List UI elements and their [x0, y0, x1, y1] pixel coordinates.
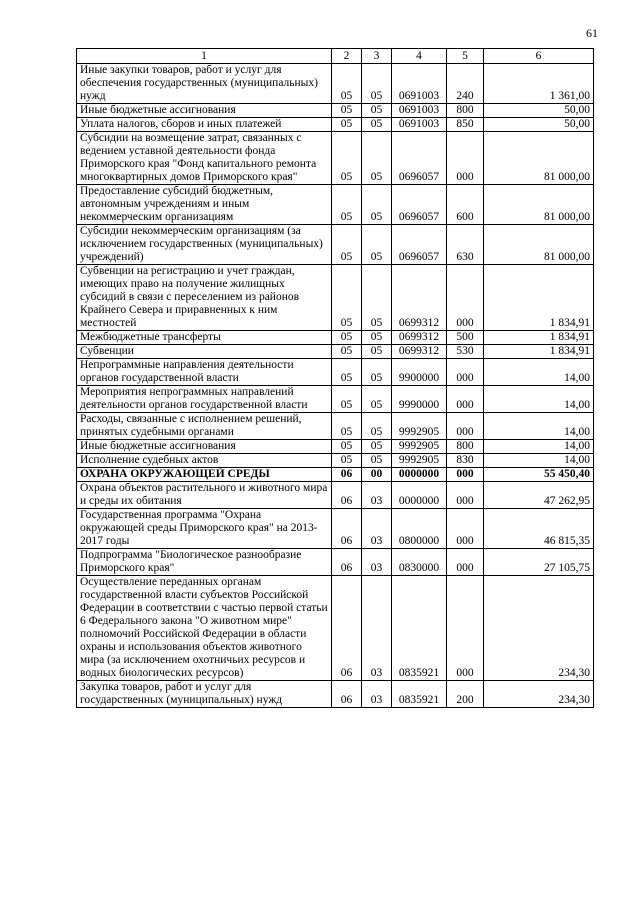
row-code-cell: 05 — [332, 118, 362, 132]
table-row — [77, 576, 594, 681]
row-amount-cell: 50,00 — [484, 104, 594, 118]
row-code-cell: 05 — [362, 265, 392, 331]
row-code-cell: 0699312 — [392, 345, 447, 359]
row-amount-cell: 1 361,00 — [484, 64, 594, 104]
row-name-cell: ОХРАНА ОКРУЖАЮЩЕЙ СРЕДЫ — [77, 468, 332, 482]
row-code-cell: 630 — [447, 225, 484, 265]
row-code-cell: 06 — [332, 576, 362, 681]
row-code-cell: 9992905 — [392, 440, 447, 454]
header-cell: 4 — [392, 49, 447, 64]
row-code-cell: 800 — [447, 440, 484, 454]
row-code-cell: 05 — [362, 104, 392, 118]
table-row — [77, 482, 594, 509]
row-code-cell: 03 — [362, 681, 392, 708]
row-name-cell: Закупка товаров, работ и услуг для государственных (муниципальных) нужд — [77, 681, 332, 708]
row-code-cell: 000 — [447, 509, 484, 549]
row-code-cell: 000 — [447, 386, 484, 413]
row-code-cell: 03 — [362, 509, 392, 549]
row-code-cell: 000 — [447, 132, 484, 185]
row-code-cell: 05 — [332, 132, 362, 185]
row-code-cell: 05 — [332, 359, 362, 386]
row-name-cell: Осуществление переданных органам государственной власти субъектов Российской Федерации в соответствии с частью первой статьи 6 Федерального закона "О животном мире" полномочий Российской Федерации в области охраны и использования объектов животного мира (за исключением охотничьих ресурсов и водных биологических ресурсов) — [77, 576, 332, 681]
row-code-cell: 05 — [362, 225, 392, 265]
row-amount-cell: 14,00 — [484, 386, 594, 413]
row-code-cell: 0696057 — [392, 132, 447, 185]
row-code-cell: 05 — [332, 104, 362, 118]
row-code-cell: 05 — [362, 359, 392, 386]
row-code-cell: 05 — [332, 331, 362, 345]
table-body — [77, 64, 594, 708]
row-code-cell: 05 — [332, 345, 362, 359]
row-name-cell: Субвенции — [77, 345, 332, 359]
row-code-cell: 03 — [362, 576, 392, 681]
row-code-cell: 06 — [332, 482, 362, 509]
row-code-cell: 05 — [332, 64, 362, 104]
row-code-cell: 05 — [332, 386, 362, 413]
row-code-cell: 05 — [362, 440, 392, 454]
page-number: 61 — [586, 26, 598, 40]
row-amount-cell: 81 000,00 — [484, 132, 594, 185]
row-code-cell: 05 — [362, 386, 392, 413]
row-code-cell: 05 — [362, 454, 392, 468]
table-row — [77, 265, 594, 331]
row-code-cell: 000 — [447, 265, 484, 331]
row-amount-cell: 14,00 — [484, 440, 594, 454]
row-code-cell: 05 — [362, 345, 392, 359]
row-code-cell: 06 — [332, 509, 362, 549]
header-cell: 3 — [362, 49, 392, 64]
row-code-cell: 06 — [332, 468, 362, 482]
table-row — [77, 345, 594, 359]
row-code-cell: 000 — [447, 359, 484, 386]
row-amount-cell: 14,00 — [484, 413, 594, 440]
row-code-cell: 0696057 — [392, 225, 447, 265]
row-amount-cell: 47 262,95 — [484, 482, 594, 509]
row-code-cell: 0000000 — [392, 482, 447, 509]
row-code-cell: 05 — [362, 185, 392, 225]
row-code-cell: 0699312 — [392, 331, 447, 345]
table-row — [77, 509, 594, 549]
row-amount-cell: 46 815,35 — [484, 509, 594, 549]
row-code-cell: 05 — [362, 132, 392, 185]
row-code-cell: 0830000 — [392, 549, 447, 576]
row-code-cell: 0835921 — [392, 681, 447, 708]
table-row — [77, 331, 594, 345]
row-name-cell: Непрограммные направления деятельности органов государственной власти — [77, 359, 332, 386]
row-code-cell: 9900000 — [392, 359, 447, 386]
budget-table — [76, 48, 594, 708]
header-cell: 6 — [484, 49, 594, 64]
table-row — [77, 64, 594, 104]
row-code-cell: 0000000 — [392, 468, 447, 482]
row-code-cell: 000 — [447, 576, 484, 681]
row-name-cell: Подпрограмма "Биологическое разнообразие Приморского края" — [77, 549, 332, 576]
row-amount-cell: 81 000,00 — [484, 185, 594, 225]
header-cell: 1 — [77, 49, 332, 64]
row-code-cell: 05 — [332, 413, 362, 440]
row-name-cell: Государственная программа "Охрана окружающей среды Приморского края" на 2013-2017 годы — [77, 509, 332, 549]
row-name-cell: Охрана объектов растительного и животного мира и среды их обитания — [77, 482, 332, 509]
header-cell: 2 — [332, 49, 362, 64]
table-row — [77, 454, 594, 468]
table-row — [77, 359, 594, 386]
row-code-cell: 06 — [332, 549, 362, 576]
row-code-cell: 240 — [447, 64, 484, 104]
row-code-cell: 05 — [362, 64, 392, 104]
row-amount-cell: 234,30 — [484, 576, 594, 681]
row-code-cell: 000 — [447, 482, 484, 509]
row-amount-cell: 50,00 — [484, 118, 594, 132]
row-code-cell: 830 — [447, 454, 484, 468]
row-code-cell: 600 — [447, 185, 484, 225]
row-name-cell: Мероприятия непрограммных направлений деятельности органов государственной власти — [77, 386, 332, 413]
row-code-cell: 0800000 — [392, 509, 447, 549]
row-amount-cell: 1 834,91 — [484, 345, 594, 359]
row-code-cell: 000 — [447, 413, 484, 440]
row-amount-cell: 14,00 — [484, 454, 594, 468]
row-code-cell: 05 — [332, 265, 362, 331]
row-code-cell: 500 — [447, 331, 484, 345]
row-code-cell: 9992905 — [392, 454, 447, 468]
table-row — [77, 468, 594, 482]
row-code-cell: 03 — [362, 549, 392, 576]
row-code-cell: 05 — [332, 454, 362, 468]
row-code-cell: 200 — [447, 681, 484, 708]
row-code-cell: 0696057 — [392, 185, 447, 225]
table-row — [77, 132, 594, 185]
table-row — [77, 185, 594, 225]
table-row — [77, 681, 594, 708]
table-row — [77, 118, 594, 132]
row-code-cell: 9992905 — [392, 413, 447, 440]
row-code-cell: 05 — [332, 185, 362, 225]
row-code-cell: 530 — [447, 345, 484, 359]
row-name-cell: Уплата налогов, сборов и иных платежей — [77, 118, 332, 132]
row-amount-cell: 27 105,75 — [484, 549, 594, 576]
row-name-cell: Субсидии на возмещение затрат, связанных с ведением уставной деятельности фонда Приморского края "Фонд капитального ремонта многоквартирных домов Приморского края" — [77, 132, 332, 185]
row-code-cell: 05 — [332, 225, 362, 265]
header-cell: 5 — [447, 49, 484, 64]
row-amount-cell: 1 834,91 — [484, 265, 594, 331]
row-amount-cell: 234,30 — [484, 681, 594, 708]
row-code-cell: 0691003 — [392, 64, 447, 104]
row-code-cell: 0691003 — [392, 104, 447, 118]
row-name-cell: Межбюджетные трансферты — [77, 331, 332, 345]
row-amount-cell: 1 834,91 — [484, 331, 594, 345]
row-name-cell: Предоставление субсидий бюджетным, автономным учреждениям и иным некоммерческим организациям — [77, 185, 332, 225]
row-code-cell: 0699312 — [392, 265, 447, 331]
row-code-cell: 05 — [362, 331, 392, 345]
row-code-cell: 00 — [362, 468, 392, 482]
row-name-cell: Расходы, связанные с исполнением решений, принятых судебными органами — [77, 413, 332, 440]
row-amount-cell: 14,00 — [484, 359, 594, 386]
row-code-cell: 800 — [447, 104, 484, 118]
row-code-cell: 0691003 — [392, 118, 447, 132]
row-amount-cell: 55 450,40 — [484, 468, 594, 482]
table-row — [77, 386, 594, 413]
row-amount-cell: 81 000,00 — [484, 225, 594, 265]
row-code-cell: 03 — [362, 482, 392, 509]
row-name-cell: Иные бюджетные ассигнования — [77, 440, 332, 454]
row-name-cell: Иные закупки товаров, работ и услуг для обеспечения государственных (муниципальных) нужд — [77, 64, 332, 104]
row-code-cell: 9990000 — [392, 386, 447, 413]
row-name-cell: Субвенции на регистрацию и учет граждан, имеющих право на получение жилищных субсидий в связи с переселением из районов Крайнего Севера и приравненных к ним местностей — [77, 265, 332, 331]
row-code-cell: 05 — [362, 413, 392, 440]
row-code-cell: 000 — [447, 468, 484, 482]
row-code-cell: 0835921 — [392, 576, 447, 681]
row-name-cell: Исполнение судебных актов — [77, 454, 332, 468]
table-row — [77, 440, 594, 454]
row-name-cell: Иные бюджетные ассигнования — [77, 104, 332, 118]
table-row — [77, 225, 594, 265]
row-code-cell: 05 — [362, 118, 392, 132]
row-code-cell: 06 — [332, 681, 362, 708]
table-row — [77, 104, 594, 118]
row-name-cell: Субсидии некоммерческим организациям (за исключением государственных (муниципальных) учреждений) — [77, 225, 332, 265]
row-code-cell: 05 — [332, 440, 362, 454]
table-row — [77, 549, 594, 576]
row-code-cell: 850 — [447, 118, 484, 132]
table-row — [77, 413, 594, 440]
header-row — [77, 49, 594, 64]
row-code-cell: 000 — [447, 549, 484, 576]
